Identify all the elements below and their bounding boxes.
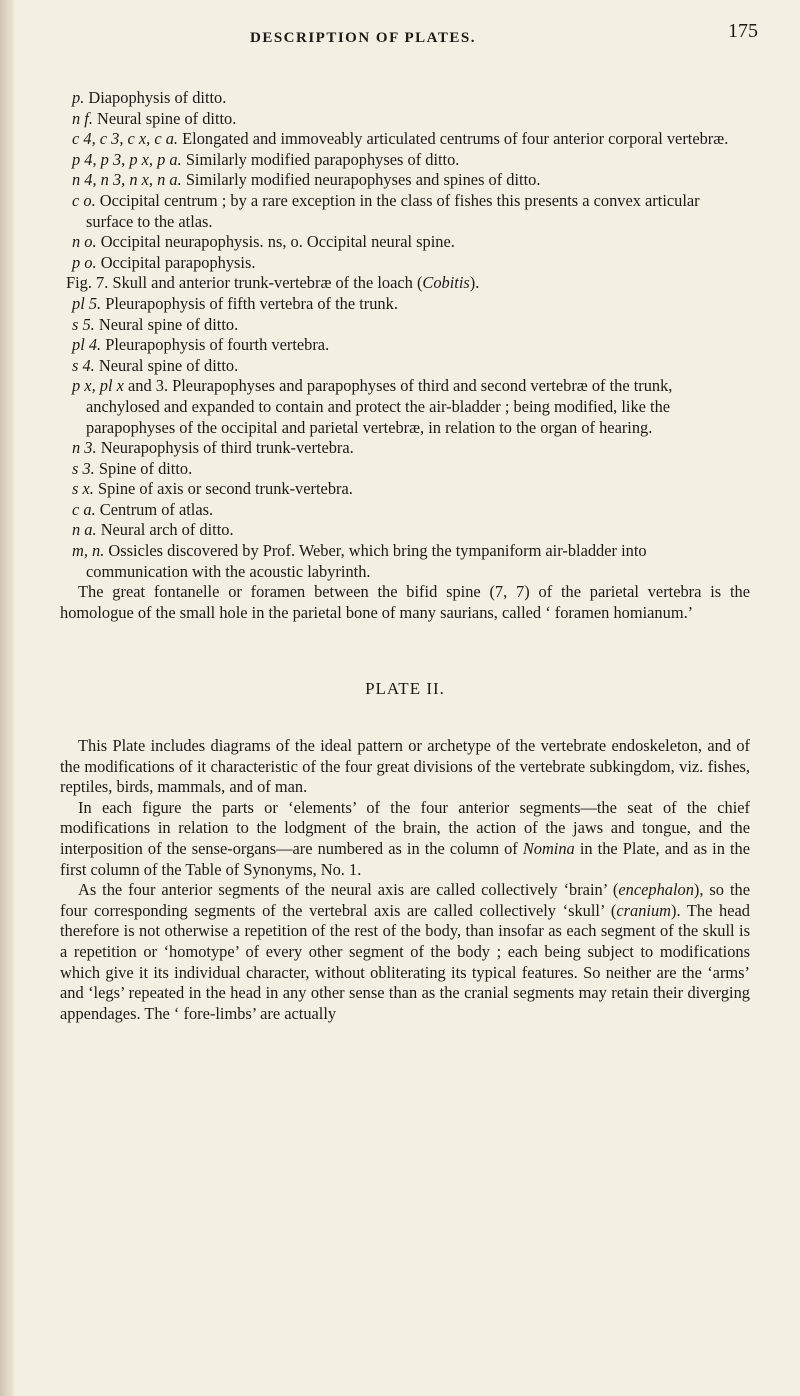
entry-text: Occipital centrum ; by a rare exception in the class of fishes this presents a convex articular surface to the atlas. (86, 190, 700, 231)
list-item (60, 191, 750, 232)
page-gutter-shadow (0, 0, 14, 1396)
list-item (60, 356, 750, 377)
entry-text: Neurapophysis of third trunk-vertebra. (96, 438, 354, 458)
entry-text: Occipital parapophysis. (96, 252, 256, 272)
entry-symbol: s 5. (72, 314, 95, 334)
entry-symbol: c 4, c 3, c x, c a. (72, 129, 179, 149)
entry-symbol: c a. (72, 499, 96, 519)
entry-symbol: s 3. (72, 458, 95, 478)
entry-symbol: n a. (72, 520, 97, 540)
entry-text: Neural spine of ditto. (94, 355, 239, 375)
entry-symbol: s x. (72, 479, 94, 499)
list-item (60, 232, 750, 253)
paragraph-text: In each figure the parts or ‘elements’ of the four anterior segments—the seat of the chief modifications in relation to the lodgment of the brain, the action of the jaws and tongue, and the interposition of the sense-organs—are numbered as in the column of (60, 797, 750, 858)
page-body (60, 88, 750, 1024)
list-item (60, 315, 750, 336)
entry-symbol: n o. (72, 232, 97, 252)
entry-symbol: n 4, n 3, n x, n a. (72, 170, 182, 190)
list-item (60, 170, 750, 191)
plate-paragraph-2 (60, 798, 750, 880)
list-item (60, 376, 750, 438)
entry-symbol: c o. (72, 190, 96, 210)
entry-symbol: p x, pl x (72, 376, 124, 396)
italic-term: cranium (616, 900, 671, 920)
entry-text: Diapophysis of ditto. (84, 88, 227, 107)
entry-text: Similarly modified parapophyses of ditto. (181, 149, 460, 169)
entry-text: Pleurapophysis of fifth vertebra of the trunk. (101, 293, 398, 313)
plate-paragraph-3 (60, 880, 750, 1024)
entry-text: and 3. Pleurapophyses and parapophyses of third and second vertebræ of the trunk, anchylosed and expanded to contain and protect the air-bladder ; being modified, like the parapophyses of the occipital and parietal vertebræ, in relation to the organ of hearing. (86, 376, 673, 437)
entry-symbol: p o. (72, 252, 97, 272)
entry-list-fig6 (60, 88, 750, 273)
list-item (60, 294, 750, 315)
entry-symbol: m, n. (72, 541, 105, 561)
entry-symbol: p. (72, 88, 85, 107)
entry-text: Centrum of atlas. (95, 499, 214, 519)
entry-symbol: n f. (72, 108, 93, 128)
figure-caption-fig7 (60, 273, 750, 294)
list-item (60, 253, 750, 274)
entry-symbol: pl 5. (72, 293, 102, 313)
paragraph-text: As the four anterior segments of the neural axis are called collectively ‘brain’ ( (78, 880, 619, 900)
list-item (60, 109, 750, 130)
entry-text: Spine of ditto. (94, 458, 193, 478)
paragraph-text: ), so the four corresponding segments of the vertebral axis are called collectively ‘skull’ ( (60, 880, 750, 920)
entry-symbol: n 3. (72, 438, 97, 458)
entry-symbol: s 4. (72, 355, 95, 375)
list-item (60, 438, 750, 459)
list-item (60, 150, 750, 171)
list-item (60, 520, 750, 541)
entry-text: Neural spine of ditto. (94, 314, 239, 334)
plate-paragraph-1: This Plate includes diagrams of the ideal pattern or archetype of the vertebrate endoskeleton, and of the modifications of it characteristic of the four great divisions of the vertebrate subkingdom, viz. fishes, reptiles, birds, mammals, and of man. (60, 736, 750, 797)
entry-text: Pleurapophysis of fourth vertebra. (101, 335, 330, 355)
figure-text-close: ). (469, 273, 480, 293)
list-item (60, 500, 750, 521)
running-head (0, 20, 800, 56)
list-item (60, 88, 750, 109)
figure-text: Skull and anterior trunk-vertebræ of the loach ( (108, 273, 423, 293)
italic-term: encephalon (618, 880, 694, 900)
fontanelle-paragraph: The great fontanelle or foramen between the bifid spine (7, 7) of the parietal vertebra is the homologue of the small hole in the parietal bone of many saurians, called ‘ foramen homianum.’ (60, 582, 750, 622)
paragraph-text: ). The head therefore is not otherwise a repetition of the rest of the body, than insofar as each segment of the skull is a repetition or ‘homotype’ of every other segment of the body ; each being subject to modifications which give it its individual character, without obliterating its typical features. So neither are the ‘arms’ and ‘legs’ repeated in the head in any other sense than as the cranial segments may retain their diverging appendages. The ‘ fore-limbs’ are actually (60, 900, 750, 1023)
italic-term: Nomina (522, 839, 575, 858)
entry-text: Occipital neurapophysis. ns, o. Occipital neural spine. (96, 232, 455, 252)
paragraph-text: in the Plate, and as in the first column of the Table of Synonyms, No. 1. (60, 839, 751, 879)
plate-heading: PLATE II. (365, 679, 445, 699)
entry-text: Neural spine of ditto. (92, 108, 237, 128)
entry-text: Similarly modified neurapophyses and spines of ditto. (181, 170, 541, 190)
entry-list-fig7 (60, 294, 750, 582)
entry-text: Ossicles discovered by Prof. Weber, which bring the tympaniform air-bladder into communication with the acoustic labyrinth. (86, 541, 647, 581)
figure-label: Fig. 7. (66, 273, 109, 293)
list-item (60, 129, 750, 150)
running-title: DESCRIPTION OF PLATES. (250, 30, 476, 46)
list-item (60, 541, 750, 582)
list-item (60, 459, 750, 480)
genus-name: Cobitis (422, 273, 470, 293)
list-item (60, 335, 750, 356)
entry-text: Elongated and immoveably articulated centrums of four anterior corporal vertebræ. (178, 129, 729, 149)
entry-text: Neural arch of ditto. (96, 520, 234, 540)
page-number: 175 (728, 20, 758, 42)
entry-symbol: p 4, p 3, p x, p a. (72, 149, 182, 169)
list-item (60, 479, 750, 500)
entry-symbol: pl 4. (72, 335, 102, 355)
entry-text: Spine of axis or second trunk-vertebra. (93, 479, 353, 499)
